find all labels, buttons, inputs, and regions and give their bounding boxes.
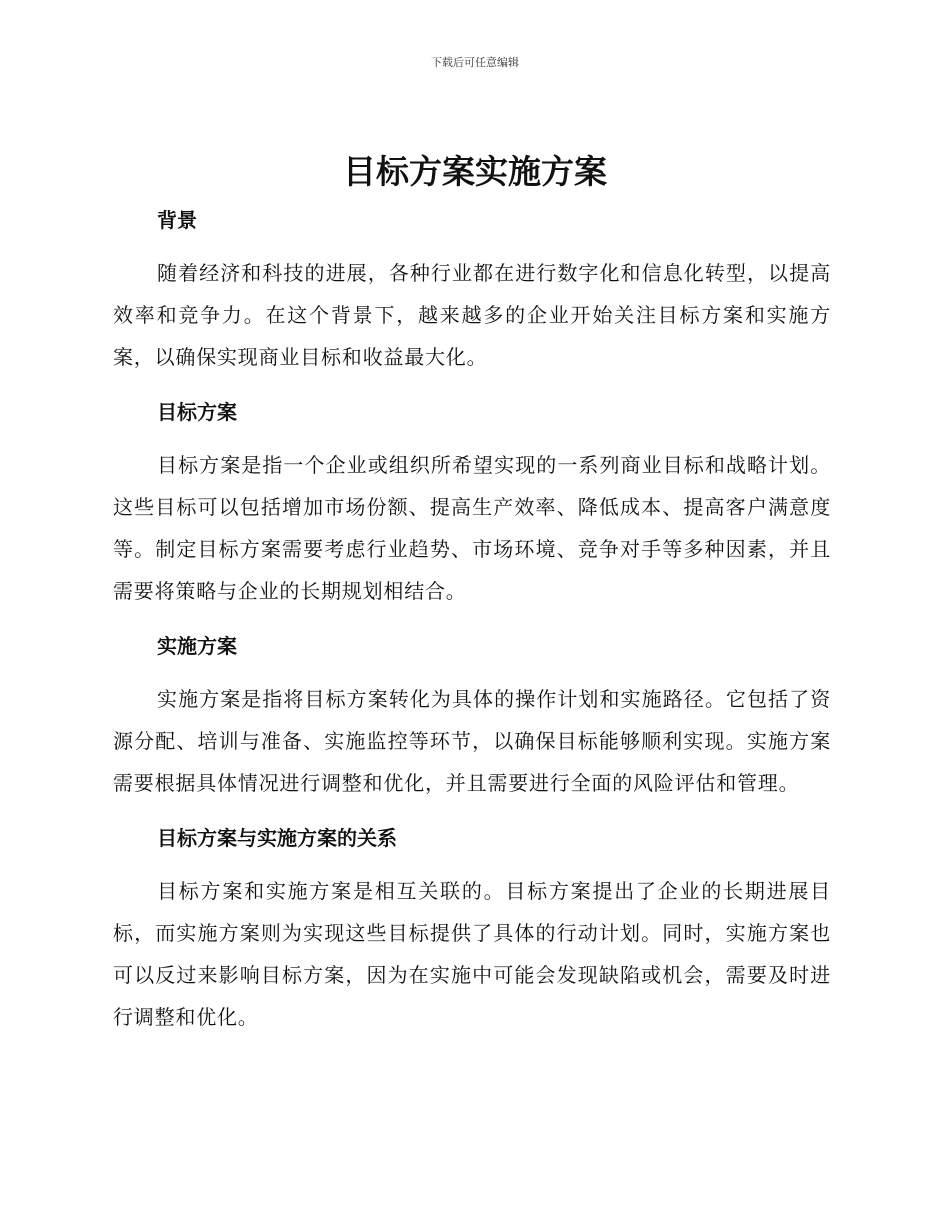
section-heading: 目标方案 <box>157 400 237 424</box>
section-implementation-plan <box>113 626 831 804</box>
section-paragraph: 目标方案是指一个企业或组织所希望实现的一系列商业目标和战略计划。这些目标可以包括增加市场份额、提高生产效率、降低成本、提高客户满意度等。制定目标方案需要考虑行业趋势、市场环境、竞争对手等多种因素，并且需要将策略与企业的长期规划相结合。 <box>113 453 831 603</box>
section-heading: 实施方案 <box>157 634 237 658</box>
section-background <box>113 200 831 378</box>
section-paragraph: 随着经济和科技的进展，各种行业都在进行数字化和信息化转型，以提高效率和竞争力。在这个背景下，越来越多的企业开始关注目标方案和实施方案，以确保实现商业目标和收益最大化。 <box>113 261 831 369</box>
header-note: 下载后可任意编辑 <box>431 56 519 69</box>
section-heading: 背景 <box>157 208 197 232</box>
section-paragraph: 目标方案和实施方案是相互关联的。目标方案提出了企业的长期进展目标，而实施方案则为实现这些目标提供了具体的行动计划。同时，实施方案也可以反过来影响目标方案，因为在实施中可能会发现缺陷或机会，需要及时进行调整和优化。 <box>113 879 831 1029</box>
section-relationship <box>113 818 831 1038</box>
document-title: 目标方案实施方案 <box>343 152 607 191</box>
section-paragraph: 实施方案是指将目标方案转化为具体的操作计划和实施路径。它包括了资源分配、培训与准备、实施监控等环节，以确保目标能够顺利实现。实施方案需要根据具体情况进行调整和优化，并且需要进行全面的风险评估和管理。 <box>113 687 831 795</box>
document-body <box>113 200 831 1038</box>
section-goal-plan <box>113 392 831 612</box>
section-heading: 目标方案与实施方案的关系 <box>157 826 397 850</box>
